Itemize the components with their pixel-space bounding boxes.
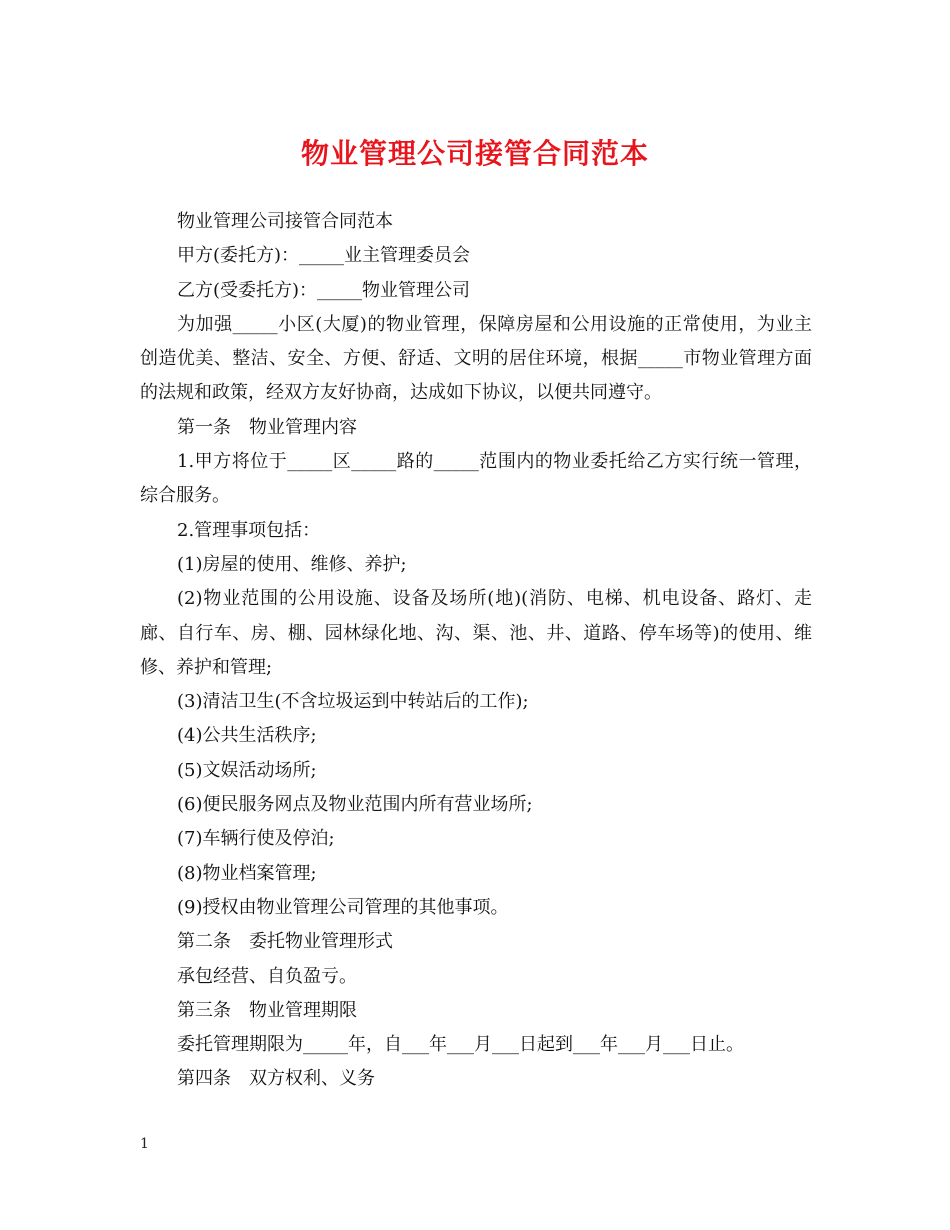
paragraph: 2.管理事项包括：: [177, 519, 321, 541]
document-body: [140, 205, 812, 1097]
list-item: (3)清洁卫生(不含垃圾运到中转站后的工作);: [177, 691, 529, 713]
list-item: (5)文娱活动场所;: [177, 759, 317, 781]
paragraph: 为加强_____小区(大厦)的物业管理，保障房屋和公用设施的正常使用，为业主创造优美、整洁、安全、方便、舒适、文明的居住环境，根据_____市物业管理方面的法规和政策，经双方友好协商，达成如下协议，以便共同遵守。: [140, 313, 812, 404]
list-item: (6)便民服务网点及物业范围内所有营业场所;: [177, 794, 533, 816]
document-title: 物业管理公司接管合同范本: [300, 137, 649, 170]
paragraph: 甲方(委托方)：_____业主管理委员会: [177, 245, 471, 267]
section-heading: 第三条 物业管理期限: [177, 999, 357, 1021]
section-heading: 第一条 物业管理内容: [177, 416, 357, 438]
paragraph: 乙方(受委托方)：_____物业管理公司: [177, 279, 471, 301]
section-heading: 第二条 委托物业管理形式: [177, 931, 393, 953]
section-heading: 第四条 双方权利、义务: [177, 1068, 375, 1090]
paragraph: 1.甲方将位于_____区_____路的_____范围内的物业委托给乙方实行统一管理，综合服务。: [140, 451, 812, 507]
page-number: 1: [140, 1136, 149, 1152]
list-item: (2)物业范围的公用设施、设备及场所(地)(消防、电梯、机电设备、路灯、走廊、自行车、房、棚、园林绿化地、沟、渠、池、井、道路、停车场等)的使用、维修、养护和管理;: [140, 588, 812, 678]
paragraph: 物业管理公司接管合同范本: [177, 211, 393, 232]
list-item: (8)物业档案管理;: [177, 862, 317, 884]
list-item: (1)房屋的使用、维修、养护;: [177, 553, 407, 575]
paragraph: 委托管理期限为_____年，自___年___月___日起到___年___月___日止。: [177, 1034, 744, 1056]
list-item: (9)授权由物业管理公司管理的其他事项。: [177, 896, 509, 918]
list-item: (7)车辆行使及停泊;: [177, 828, 335, 850]
list-item: (4)公共生活秩序;: [177, 725, 317, 747]
paragraph: 承包经营、自负盈亏。: [177, 965, 357, 987]
